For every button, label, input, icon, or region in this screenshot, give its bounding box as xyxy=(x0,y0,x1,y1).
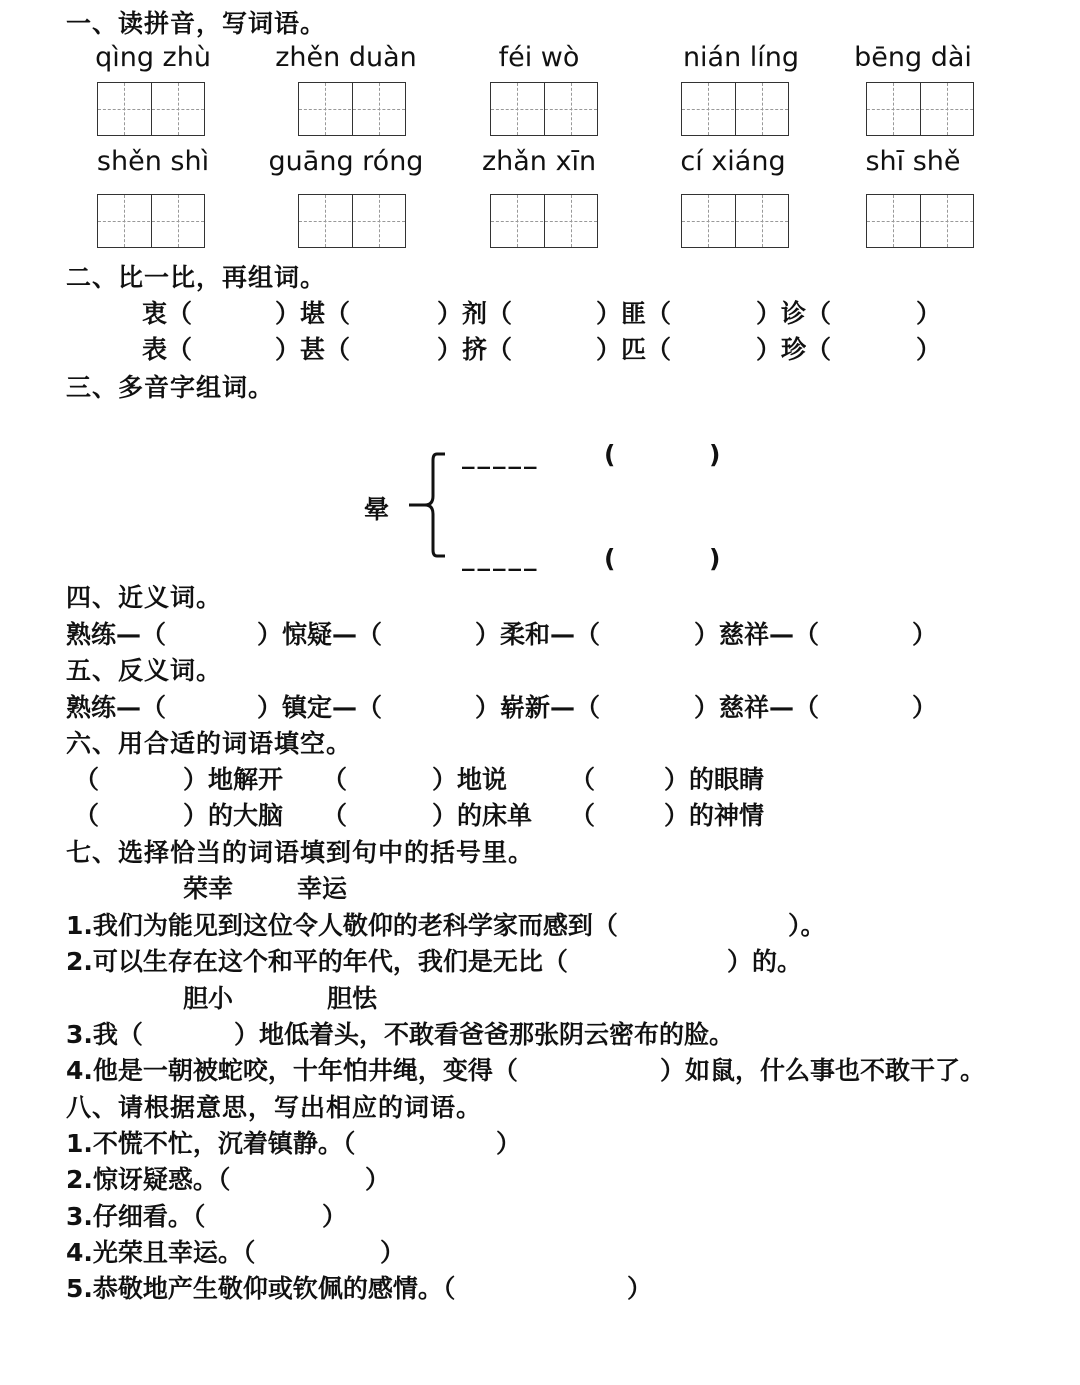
meaning-text: ） xyxy=(365,1165,391,1194)
section-1-title: 一、读拼音，写词语。 xyxy=(66,9,327,38)
meaning-text: 2.惊讶疑惑。（ xyxy=(66,1165,231,1194)
meaning-text: ） xyxy=(627,1274,653,1303)
polyphone-char: 晕 xyxy=(364,495,390,524)
pinyin-9: cí xiáng xyxy=(680,146,786,177)
writing-grid[interactable] xyxy=(490,194,598,248)
synonym-item: ） xyxy=(912,620,938,649)
paren-open: ( xyxy=(604,440,616,469)
meaning-text: ） xyxy=(380,1238,406,1267)
compare-item: 衷（ xyxy=(142,299,193,328)
writing-grid[interactable] xyxy=(866,194,974,248)
fill-item: ）的大脑 xyxy=(183,801,284,830)
meaning-text: ） xyxy=(322,1202,348,1231)
question-text: ）地低着头，不敢看爸爸那张阴云密布的脸。 xyxy=(234,1020,735,1049)
paren-open: ( xyxy=(604,544,616,573)
compare-item: ）剂（ xyxy=(437,299,513,328)
fill-item: （ xyxy=(74,765,100,794)
paren-close: ) xyxy=(709,440,721,469)
fill-item: ）地解开 xyxy=(183,765,284,794)
antonym-item: ） xyxy=(912,693,938,722)
section-5-title: 五、反义词。 xyxy=(66,656,223,685)
antonym-item: 熟练—（ xyxy=(66,693,167,722)
question-text: 4.他是一朝被蛇咬，十年怕井绳，变得（ xyxy=(66,1056,518,1085)
antonym-item: ）崭新—（ xyxy=(475,693,601,722)
question-text: ）的。 xyxy=(727,947,803,976)
section-7-title: 七、选择恰当的词语填到句中的括号里。 xyxy=(66,838,535,867)
writing-grid[interactable] xyxy=(298,82,406,136)
pinyin-7: guāng róng xyxy=(268,146,424,177)
fill-item: ）的神情 xyxy=(664,801,765,830)
writing-grid[interactable] xyxy=(681,194,789,248)
fill-item: （ xyxy=(322,801,348,830)
section-6-title: 六、用合适的词语填空。 xyxy=(66,729,353,758)
writing-grid[interactable] xyxy=(97,194,205,248)
compare-item: ） xyxy=(916,335,942,364)
answer-line[interactable]: _____ xyxy=(462,440,540,469)
question-text: 2.可以生存在这个和平的年代，我们是无比（ xyxy=(66,947,568,976)
question-text: 3.我（ xyxy=(66,1020,143,1049)
section-8-title: 八、请根据意思，写出相应的词语。 xyxy=(66,1093,483,1122)
meaning-text: 5.恭敬地产生敬仰或钦佩的感情。（ xyxy=(66,1274,456,1303)
compare-item: 表（ xyxy=(142,335,193,364)
fill-item: ）的床单 xyxy=(432,801,533,830)
synonym-item: 熟练—（ xyxy=(66,620,167,649)
question-text: 1.我们为能见到这位令人敬仰的老科学家而感到（ xyxy=(66,911,618,940)
answer-line[interactable]: _____ xyxy=(462,542,540,571)
synonym-item: ）惊疑—（ xyxy=(257,620,383,649)
writing-grid[interactable] xyxy=(97,82,205,136)
synonym-item: ）慈祥—（ xyxy=(694,620,820,649)
section-2-title: 二、比一比，再组词。 xyxy=(66,263,327,292)
section-4-title: 四、近义词。 xyxy=(66,583,223,612)
meaning-text: 1.不慌不忙，沉着镇静。（ xyxy=(66,1129,356,1158)
paren-close: ) xyxy=(709,544,721,573)
pinyin-10: shī shě xyxy=(865,146,961,177)
antonym-item: ）慈祥—（ xyxy=(694,693,820,722)
fill-item: （ xyxy=(74,801,100,830)
compare-item: ）诊（ xyxy=(756,299,832,328)
fill-item: （ xyxy=(570,765,596,794)
question-text: ）如鼠，什么事也不敢干了。 xyxy=(660,1056,986,1085)
fill-item: ）的眼睛 xyxy=(664,765,765,794)
fill-item: （ xyxy=(570,801,596,830)
pinyin-3: féi wò xyxy=(498,42,580,73)
compare-item: ）甚（ xyxy=(275,335,351,364)
question-text: ）。 xyxy=(788,911,826,940)
meaning-text: 4.光荣且幸运。（ xyxy=(66,1238,256,1267)
writing-grid[interactable] xyxy=(681,82,789,136)
word-option: 幸运 xyxy=(297,874,348,903)
writing-grid[interactable] xyxy=(490,82,598,136)
writing-grid[interactable] xyxy=(298,194,406,248)
brace-icon xyxy=(405,450,450,560)
fill-item: ）地说 xyxy=(432,765,508,794)
compare-item: ）挤（ xyxy=(437,335,513,364)
antonym-item: ）镇定—（ xyxy=(257,693,383,722)
pinyin-2: zhěn duàn xyxy=(275,42,417,73)
compare-item: ）匪（ xyxy=(596,299,672,328)
meaning-text: 3.仔细看。（ xyxy=(66,1202,206,1231)
meaning-text: ） xyxy=(496,1129,522,1158)
writing-grid[interactable] xyxy=(866,82,974,136)
pinyin-1: qìng zhù xyxy=(95,42,211,73)
compare-item: ） xyxy=(916,299,942,328)
compare-item: ）匹（ xyxy=(596,335,672,364)
compare-item: ）珍（ xyxy=(756,335,832,364)
word-option: 胆小 xyxy=(183,984,234,1013)
compare-item: ）堪（ xyxy=(275,299,351,328)
word-option: 胆怯 xyxy=(327,984,378,1013)
pinyin-4: nián líng xyxy=(682,42,800,73)
synonym-item: ）柔和—（ xyxy=(475,620,601,649)
pinyin-6: shěn shì xyxy=(96,146,210,177)
pinyin-5: bēng dài xyxy=(854,42,972,73)
word-option: 荣幸 xyxy=(183,874,234,903)
section-3-title: 三、多音字组词。 xyxy=(66,373,275,402)
pinyin-8: zhǎn xīn xyxy=(481,146,597,177)
fill-item: （ xyxy=(322,765,348,794)
